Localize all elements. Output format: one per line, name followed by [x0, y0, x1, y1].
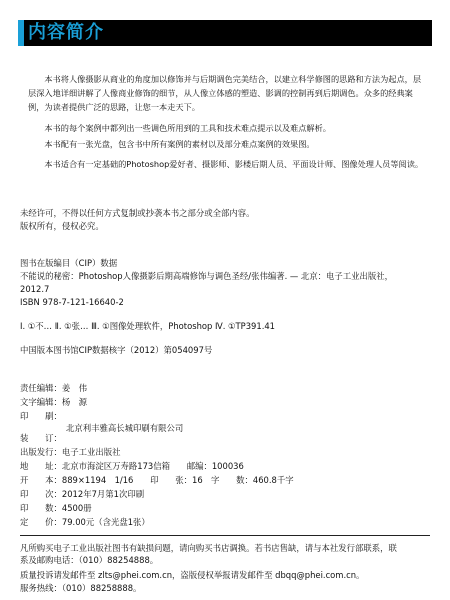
credit-text-editor: 文字编辑：杨 源: [20, 397, 87, 407]
credit-print-run: 印 数：4500册: [20, 503, 92, 513]
cip-year-line: 2012.7: [20, 284, 50, 294]
credit-address: 地 址：北京市海淀区万寿路173信箱 邮编：100036: [20, 461, 244, 471]
intro-paragraph-2: 本书的每个案例中都列出一些调色所用到的工具和技术难点提示以及难点解析。: [44, 123, 331, 133]
cip-title-line: 不能说的秘密：Photoshop人像摄影后期高端修饰与调色圣经/张伟编著. — 北京：电子工业出版社，: [20, 271, 394, 281]
intro-paragraph-1: 本书将人像摄影从商业的角度加以修饰并与后期调色完美结合，以建立科学修图的思路和方法为起点，层层深入地详细讲解了人像商业修饰的细节，从人像立体感的塑造、影调的控制再到后期调色。众多的经典案例，为读者提供广泛的思路，让您一本走天下。: [28, 74, 422, 112]
credit-edition: 印 次：2012年7月第1次印刷: [20, 489, 145, 499]
credit-publisher: 出版发行：电子工业出版社: [20, 447, 121, 457]
cip-heading: 图书在版编目（CIP）数据: [20, 258, 118, 268]
contact-line-2: 系及邮购电话：（010）88254888。: [20, 555, 159, 565]
contact-complaint: 质量投诉请发邮件至 zlts@phei.com.cn，盗版侵权举报请发邮件至 dbqq@phei.com.cn。: [20, 570, 365, 580]
cip-isbn: ISBN 978-7-121-16640-2: [20, 297, 124, 307]
credit-binding-label: 装 订：: [20, 433, 62, 443]
contact-hotline: 服务热线：（010）88258888。: [20, 583, 142, 593]
cip-classification: Ⅰ. ①不… Ⅱ. ①张… Ⅲ. ①图像处理软件，Photoshop Ⅳ. ①TP391.41: [20, 321, 276, 331]
intro-paragraph-3: 本书配有一张光盘，包含书中所有案例的素材以及部分难点案例的效果图。: [44, 139, 315, 149]
credit-format: 开 本：889×1194 1/16 印 张：16 字 数：460.8千字: [20, 475, 294, 485]
credit-editor: 责任编辑：姜 伟: [20, 383, 87, 393]
credit-price: 定 价：79.00元（含光盘1张）: [20, 517, 150, 527]
header-bar: [18, 20, 432, 46]
intro-paragraph-4: 本书适合有一定基础的Photoshop爱好者、摄影师、影楼后期人员、平面设计师、图像处理人员等阅读。: [44, 159, 424, 169]
credit-printing-label: 印 刷：: [20, 411, 62, 421]
contact-line-1: 凡所购买电子工业出版社图书有缺损问题，请向购买书店调换。若书店售缺，请与本社发行部联系，联: [20, 543, 397, 553]
cip-record: 中国版本图书馆CIP数据核字（2012）第054097号: [20, 345, 213, 355]
copyright-rights: 版权所有，侵权必究。: [20, 221, 104, 231]
page-title: 内容简介: [28, 22, 104, 43]
credit-printer: 北京利丰雅高长城印刷有限公司: [66, 423, 184, 433]
header-accent: [18, 20, 24, 46]
copyright-notice: 未经许可，不得以任何方式复制或抄袭本书之部分或全部内容。: [20, 208, 255, 218]
divider: [20, 535, 430, 536]
